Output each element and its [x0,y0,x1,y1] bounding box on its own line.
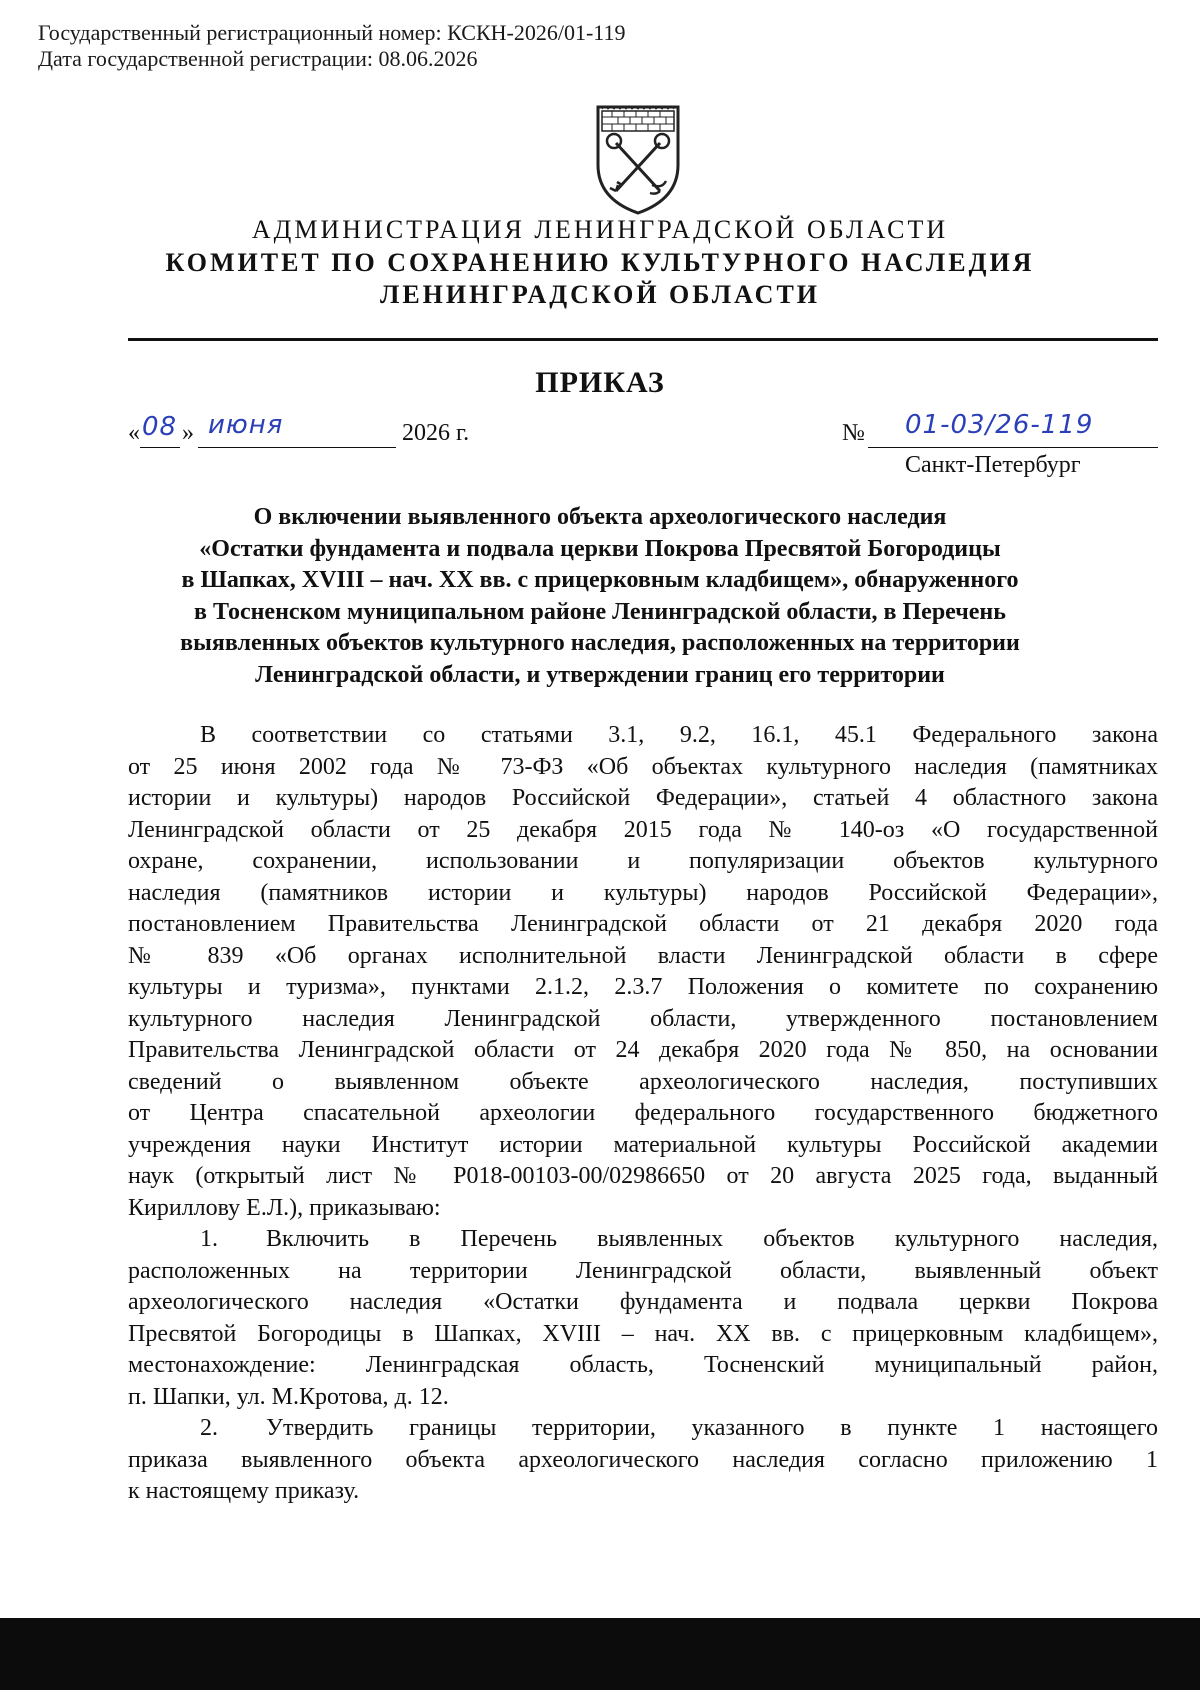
preamble-line: истории и культуры) народов Российской Федерации», статьей 4 областного закона [128,785,1158,811]
preamble-line: охране, сохранении, использовании и популяризации объектов культурного [128,848,1158,874]
preamble-line: Кириллову Е.Л.), приказываю: [128,1194,441,1221]
preamble-line: постановлением Правительства Ленинградской области от 21 декабря 2020 года [128,911,1158,937]
preamble-line: наследия (памятников истории и культуры) народов Российской Федерации», [128,879,1158,906]
subject-line: в Шапках, XVIII – нач. XX вв. с прицерковным кладбищем», обнаруженного [181,567,1019,593]
item-1-line: расположенных на территории Ленинградской области, выявленный объект [128,1257,1158,1284]
day-underline [140,447,180,448]
registration-number: Государственный регистрационный номер: КСКН-2026/01-119 [38,20,626,45]
order-month: июня [208,410,284,440]
number-underline [868,447,1158,448]
preamble-line: от 25 июня 2002 года № 73-ФЗ «Об объектах культурного наследия (памятниках [128,753,1158,780]
subject-line: в Тосненском муниципальном районе Ленинградской области, в Перечень [194,598,1006,625]
item-2-number: 2. [200,1415,218,1441]
preamble-line: культурного наследия Ленинградской области, утвержденного постановлением [128,1005,1158,1032]
preamble-line: от Центра спасательной археологии федерального государственного бюджетного [128,1100,1158,1126]
subject-line: «Остатки фундамента и подвала церкви Покрова Пресвятой Богородицы [199,535,1001,562]
subject-line: выявленных объектов культурного наследия, расположенных на территории [180,630,1020,656]
order-number-value: 01-03/26-119 [905,410,1094,440]
order-day: 08 [142,412,178,442]
administration-heading: АДМИНИСТРАЦИЯ ЛЕНИНГРАДСКОЙ ОБЛАСТИ [251,215,949,244]
item-2-line: к настоящему приказу. [128,1478,360,1504]
item-2-line: приказа выявленного объекта археологического наследия согласно приложению 1 [128,1446,1158,1473]
preamble [128,720,1158,1224]
preamble-line: учреждения науки Институт истории материальной культуры Российской академии [128,1131,1158,1158]
close-quote: » [182,420,194,446]
coat-of-arms-icon [594,103,682,215]
item-1-number: 1. [200,1226,218,1252]
item-1-line: Включить в Перечень выявленных объектов культурного наследия, [266,1226,1158,1252]
item-1-line: местонахождение: Ленинградская область, Тосненский муниципальный район, [128,1352,1158,1378]
order-subject [0,502,1200,691]
open-quote: « [128,420,140,446]
committee-heading: КОМИТЕТ ПО СОХРАНЕНИЮ КУЛЬТУРНОГО НАСЛЕДИЯ [165,248,1035,277]
preamble-line: культуры и туризма», пунктами 2.1.2, 2.3.7 Положения о комитете по сохранению [128,974,1158,1000]
order-year: 2026 г. [402,420,470,446]
number-sign: № [842,420,865,446]
preamble-line: наук (открытый лист № Р018-00103-00/02986650 от 20 августа 2025 года, выданный [128,1163,1158,1189]
preamble-line: сведений о выявленном объекте археологического наследия, поступивших [128,1068,1158,1095]
item-1 [128,1224,1158,1413]
item-1-line: Пресвятой Богородицы в Шапках, XVIII – нач. XX вв. с прицерковным кладбищем», [128,1320,1158,1347]
header-divider [128,338,1158,341]
order-title: ПРИКАЗ [535,366,665,399]
preamble-line: № 839 «Об органах исполнительной власти Ленинградской области в сфере [128,942,1158,969]
order-city: Санкт-Петербург [905,452,1081,478]
registration-date: Дата государственной регистрации: 08.06.2026 [38,46,478,71]
preamble-line: В соответствии со статьями 3.1, 9.2, 16.1, 45.1 Федерального закона [200,722,1158,748]
preamble-line: Правительства Ленинградской области от 24 декабря 2020 года № 850, на основании [128,1037,1158,1063]
region-heading: ЛЕНИНГРАДСКОЙ ОБЛАСТИ [379,280,821,309]
order-body [128,720,1158,1508]
item-2 [128,1413,1158,1508]
item-1-line: археологического наследия «Остатки фундамента и подвала церкви Покрова [128,1289,1158,1315]
subject-line: О включении выявленного объекта археологического наследия [253,504,947,530]
item-2-first-line [128,1413,1158,1445]
item-1-first-line [128,1224,1158,1256]
scan-bottom-edge [0,1618,1200,1690]
preamble-line: Ленинградской области от 25 декабря 2015 года № 140-оз «О государственной [128,816,1158,843]
item-2-line: Утвердить границы территории, указанного в пункте 1 настоящего [266,1415,1158,1441]
month-underline [198,447,396,448]
subject-line: Ленинградской области, и утверждении границ его территории [255,661,945,688]
item-1-line: п. Шапки, ул. М.Кротова, д. 12. [128,1383,449,1410]
